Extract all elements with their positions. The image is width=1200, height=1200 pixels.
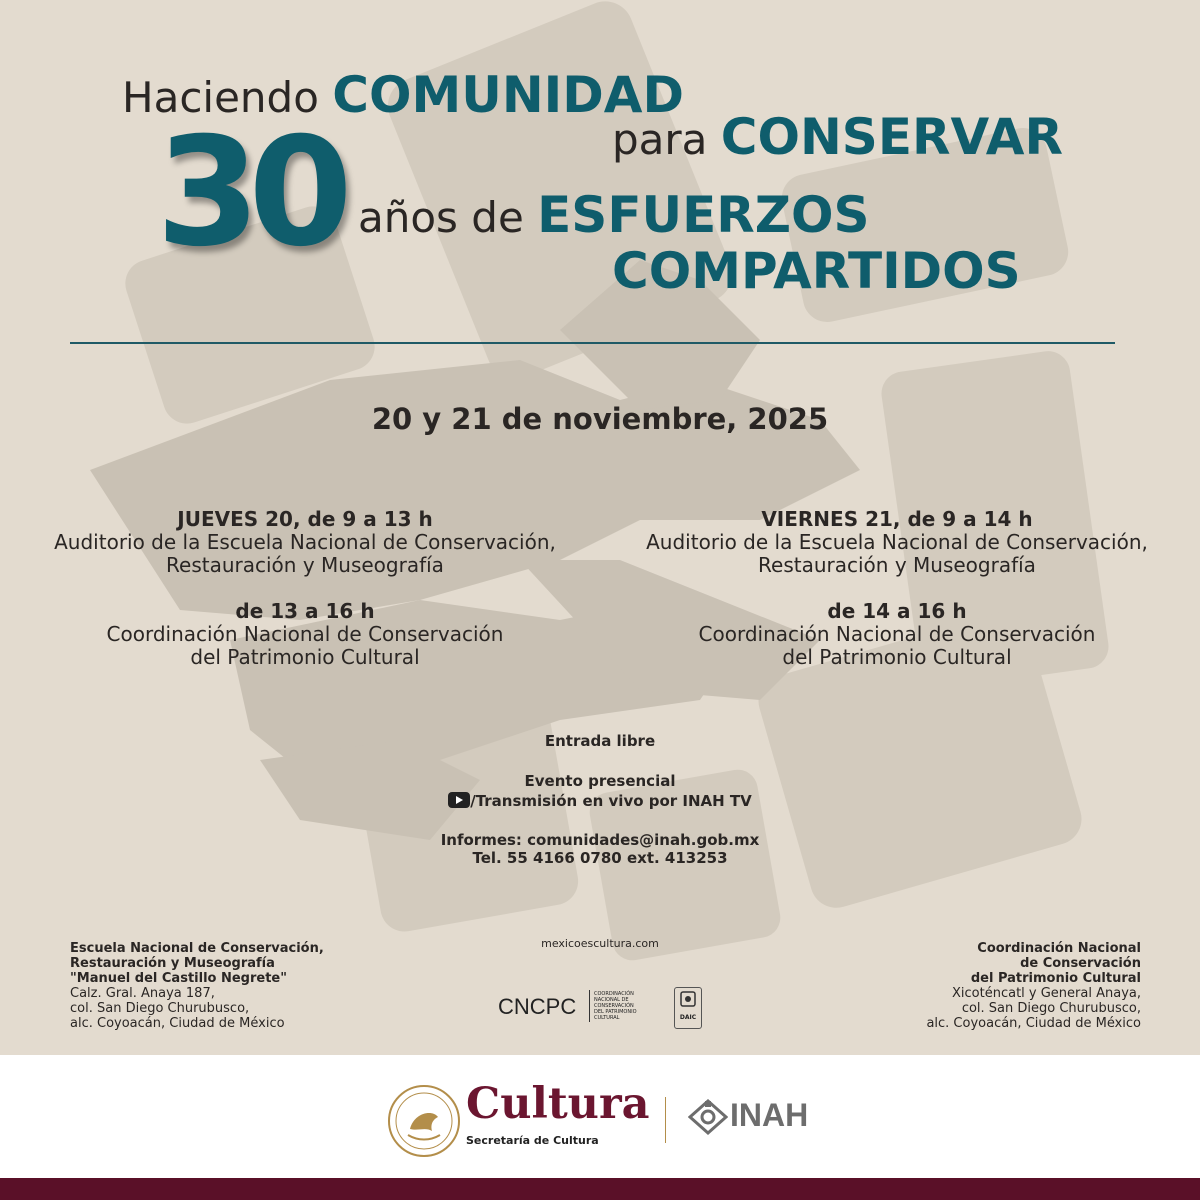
footer-left-line: Escuela Nacional de Conservación, (70, 941, 324, 956)
title-comunidad: COMUNIDAD (332, 66, 684, 124)
day-heading: JUEVES 20, de 9 a 13 h (177, 507, 433, 531)
footer-left-address (70, 941, 370, 1031)
daic-emblem-icon (677, 990, 699, 1010)
footer-right-line: de Conservación (1020, 956, 1141, 971)
footer-left-line: alc. Coyoacán, Ciudad de México (70, 1016, 285, 1031)
footer-left-line: Restauración y Museografía (70, 956, 275, 971)
title-anos-de: años de (358, 193, 524, 242)
second-time-heading: de 14 a 16 h (827, 599, 967, 623)
entrada-libre: Entrada libre (544, 732, 656, 750)
footer-right-line: col. San Diego Churubusco, (961, 1001, 1141, 1016)
venue-line: Auditorio de la Escuela Nacional de Conservación, (54, 530, 556, 554)
title-haciendo: Haciendo (122, 73, 319, 122)
title-esfuerzos: ESFUERZOS (537, 186, 870, 244)
footer-right-line: alc. Coyoacán, Ciudad de México (926, 1016, 1141, 1031)
venue-line: Restauración y Museografía (758, 553, 1036, 577)
day-heading: VIERNES 21, de 9 a 14 h (761, 507, 1033, 531)
footer-right-line: Coordinación Nacional (977, 941, 1141, 956)
second-venue-line: Coordinación Nacional de Conservación (106, 622, 504, 646)
evento-presencial: Evento presencial (524, 772, 676, 790)
cncpc-text: COORDINACIÓN NACIONAL DE CONSERVACIÓN DEL PATRIMONIO CULTURAL (594, 991, 637, 1021)
second-venue-line: del Patrimonio Cultural (190, 645, 420, 669)
informes-email[interactable]: Informes: comunidades@inah.gob.mx (440, 831, 760, 849)
transmision-text[interactable]: /Transmisión en vivo por INAH TV (470, 792, 752, 810)
website-link[interactable]: mexicoescultura.com (541, 937, 659, 950)
mexico-coat-of-arms-icon (386, 1083, 462, 1159)
footer-left-line: col. San Diego Churubusco, (70, 1001, 250, 1016)
event-date: 20 y 21 de noviembre, 2025 (371, 402, 829, 436)
title-compartidos: COMPARTIDOS (612, 242, 1021, 300)
footer-left-line: "Manuel del Castillo Negrete" (70, 971, 288, 986)
title-conservar: CONSERVAR (720, 108, 1063, 166)
footer-right-line: Xicoténcatl y General Anaya, (952, 986, 1141, 1001)
secretaria-label: Secretaría de Cultura (466, 1134, 599, 1147)
title-line-3 (358, 186, 870, 244)
cultura-wordmark: Cultura (466, 1079, 650, 1129)
telefono: Tel. 55 4166 0780 ext. 413253 (472, 849, 728, 867)
day-column-friday (612, 508, 1182, 669)
inah-wordmark: INAH (730, 1097, 809, 1133)
second-time-heading: de 13 a 16 h (235, 599, 375, 623)
brand-band (0, 1055, 1200, 1178)
title-number-30: 30 (156, 106, 341, 280)
venue-line: Auditorio de la Escuela Nacional de Conservación, (646, 530, 1148, 554)
youtube-icon (448, 792, 470, 808)
cncpc-acronym: CNCPC (498, 994, 577, 1019)
venue-line: Restauración y Museografía (166, 553, 444, 577)
day-column-thursday (20, 508, 590, 669)
second-venue-line: Coordinación Nacional de Conservación (698, 622, 1096, 646)
cncpc-divider (589, 990, 590, 1022)
title-para: para (612, 115, 708, 164)
footer-right-line: del Patrimonio Cultural (970, 971, 1141, 986)
inah-icon (688, 1099, 728, 1135)
daic-label: DAIC (679, 1014, 697, 1021)
daic-logo (674, 987, 702, 1029)
transmision-row (400, 791, 800, 811)
bottom-color-band (0, 1178, 1200, 1200)
divider-line (70, 342, 1115, 344)
footer-right-address (840, 941, 1141, 1031)
brand-divider (665, 1097, 666, 1143)
second-venue-line: del Patrimonio Cultural (782, 645, 1012, 669)
title-line-2 (612, 108, 1063, 166)
footer-left-line: Calz. Gral. Anaya 187, (70, 986, 215, 1001)
cncpc-logo (498, 990, 658, 1030)
